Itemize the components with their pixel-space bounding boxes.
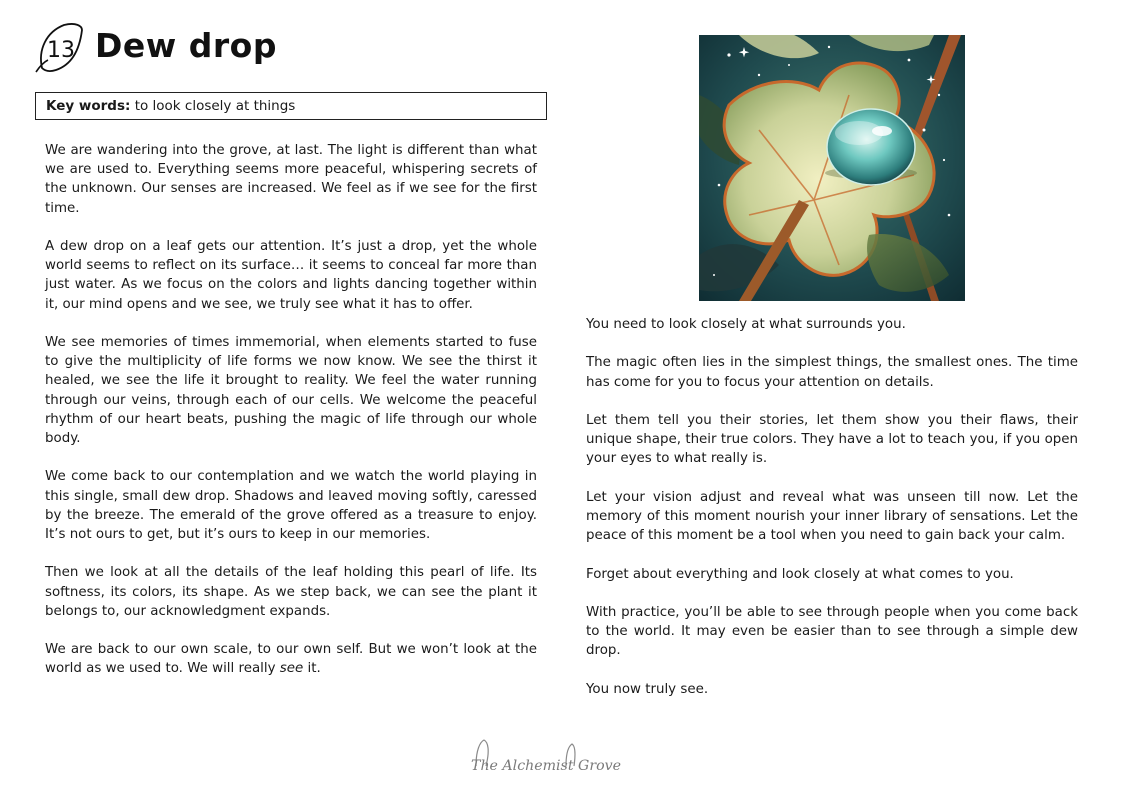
story-text: it. bbox=[303, 661, 321, 677]
meaning-paragraph: You need to look closely at what surrounds you. bbox=[586, 317, 906, 332]
brand-logo-text: The Alchemist Grove bbox=[471, 758, 621, 774]
meaning-paragraph: You now truly see. bbox=[586, 681, 709, 697]
card-number-badge bbox=[30, 20, 86, 76]
keywords-text: to look closely at things bbox=[134, 98, 296, 114]
story-paragraph: We see memories of times immemorial, when elements started to fuse to give the multiplicity of life forms we now know. We see the thirst it healed, we see the life it brought to reality. We feel the water running through our veins, through each of our cells. We welcome the peaceful rhythm of our heart beats, pushing the magic of life through our whole body. bbox=[45, 335, 537, 447]
dew-drop-illustration bbox=[699, 35, 965, 301]
story-paragraph: We come back to our contemplation and we watch the world playing in this single, small dew drop. Shadows and leaved moving softly, caressed by the breeze. The emerald of the grove offered as a treasure to enjoy. It’s not ours to get, but it’s ours to keep in our memories. bbox=[45, 469, 537, 543]
meaning-paragraph: The magic often lies in the simplest things, the smallest ones. The time has come for you to focus your attention on details. bbox=[586, 355, 1078, 390]
keywords-label: Key words: bbox=[46, 98, 131, 114]
keywords-box bbox=[35, 92, 547, 120]
card-number: 13 bbox=[47, 38, 75, 63]
story-paragraph: A dew drop on a leaf gets our attention. It’s just a drop, yet the whole world seems to reflect on its surface… it seems to conceal far more than just water. As we focus on the colors and lights dancing together within it, our mind opens and we see, we truly see what it has to offer. bbox=[45, 239, 537, 312]
story-paragraph-last bbox=[45, 640, 537, 678]
meaning-paragraph: Let your vision adjust and reveal what was unseen till now. Let the memory of this moment nourish your inner library of sensations. Let the peace of this moment be a tool when you need to gain back your calm. bbox=[586, 489, 1078, 544]
meaning-paragraph: Let them tell you their stories, let them show you their flaws, their unique shape, their true colors. They have a lot to teach you, if you open your eyes to what really is. bbox=[586, 412, 1078, 467]
meaning-paragraph: With practice, you’ll be able to see through people when you come back to the world. It may even be easier than to see through a simple dew drop. bbox=[586, 604, 1078, 659]
page-title: Dew drop bbox=[95, 26, 277, 65]
story-text: We are back to our own scale, to our own self. But we won’t look at the world as we used to. We will really bbox=[45, 642, 537, 677]
story-column bbox=[45, 141, 537, 698]
meaning-column bbox=[586, 315, 1078, 718]
story-paragraph: Then we look at all the details of the leaf holding this pearl of life. Its softness, its colors, its shape. As we step back, we can see the plant it belongs to, our acknowledgment expands. bbox=[45, 565, 537, 619]
story-emphasis: see bbox=[279, 661, 304, 677]
meaning-paragraph: Forget about everything and look closely at what comes to you. bbox=[586, 566, 1014, 582]
brand-logo bbox=[466, 736, 626, 782]
story-paragraph: We are wandering into the grove, at last. The light is different than what we are used to. Everything seems more peaceful, whispering secrets of the unknown. Our senses are increased. We feel as if we see for the first time. bbox=[45, 143, 537, 216]
